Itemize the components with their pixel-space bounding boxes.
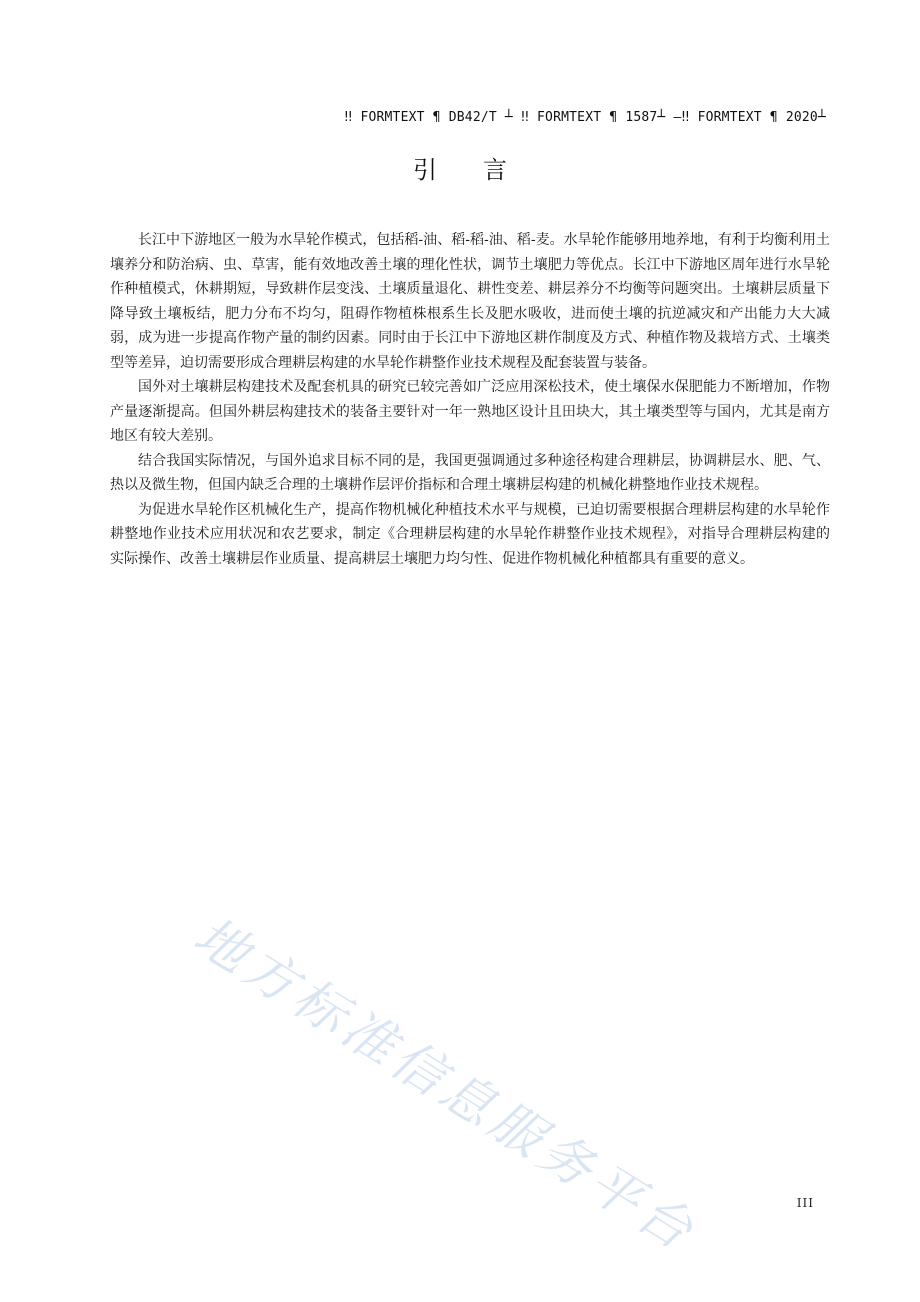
paragraph-3: 结合我国实际情况，与国外追求目标不同的是，我国更强调通过多种途径构建合理耕层，协调耕层水、肥、气、热以及微生物，但国内缺乏合理的土壤耕作层评价指标和合理土壤耕层构建的机械化耕整地作业技术规程。 bbox=[110, 452, 830, 493]
document-code-header: ‼ FORMTEXT ¶ DB42/T ┴ ‼ FORMTEXT ¶ 1587┴ —‼ FORMTEXT ¶ 2020┴ bbox=[344, 110, 826, 125]
paragraph-4: 为促进水旱轮作区机械化生产，提高作物机械化种植技术水平与规模，已迫切需要根据合理耕层构建的水旱轮作耕整地作业技术应用状况和农艺要求，制定《合理耕层构建的水旱轮作耕整作业技术规程》，对指导合理耕层构建的实际操作、改善土壤耕层作业质量、提高耕层土壤肥力均匀性、促进作物机械化种植都具有重要的意义。 bbox=[110, 501, 830, 567]
watermark: 地方标准信息服务平台 bbox=[183, 906, 707, 1265]
paragraph-2: 国外对土壤耕层构建技术及配套机具的研究已较完善如广泛应用深松技术，使土壤保水保肥能力不断增加，作物产量逐渐提高。但国外耕层构建技术的装备主要针对一年一熟地区设计且田块大，其土壤类型等与国内，尤其是南方地区有较大差别。 bbox=[110, 379, 830, 444]
introduction-body bbox=[110, 228, 830, 571]
page-number: III bbox=[796, 1196, 814, 1210]
paragraph-1: 长江中下游地区一般为水旱轮作模式，包括稻-油、稻-稻-油、稻-麦。水旱轮作能够用地养地，有利于均衡利用土壤养分和防治病、虫、草害，能有效地改善土壤的理化性状，调节土壤肥力等优点。长江中下游地区周年进行水旱轮作种植模式，休耕期短，导致耕作层变浅、土壤质量退化、耕性变差、耕层养分不均衡等问题突出。土壤耕层质量下降导致土壤板结，肥力分布不均匀，阻碍作物植株根系生长及肥水吸收，进而使土壤的抗逆减灾和产出能力大大减弱，成为进一步提高作物产量的制约因素。同时由于长江中下游地区耕作制度及方式、种植作物及栽培方式、土壤类型等差异，迫切需要形成合理耕层构建的水旱轮作耕整作业技术规程及配套装置与装备。 bbox=[110, 232, 830, 371]
page-title: 引言 bbox=[413, 156, 553, 184]
